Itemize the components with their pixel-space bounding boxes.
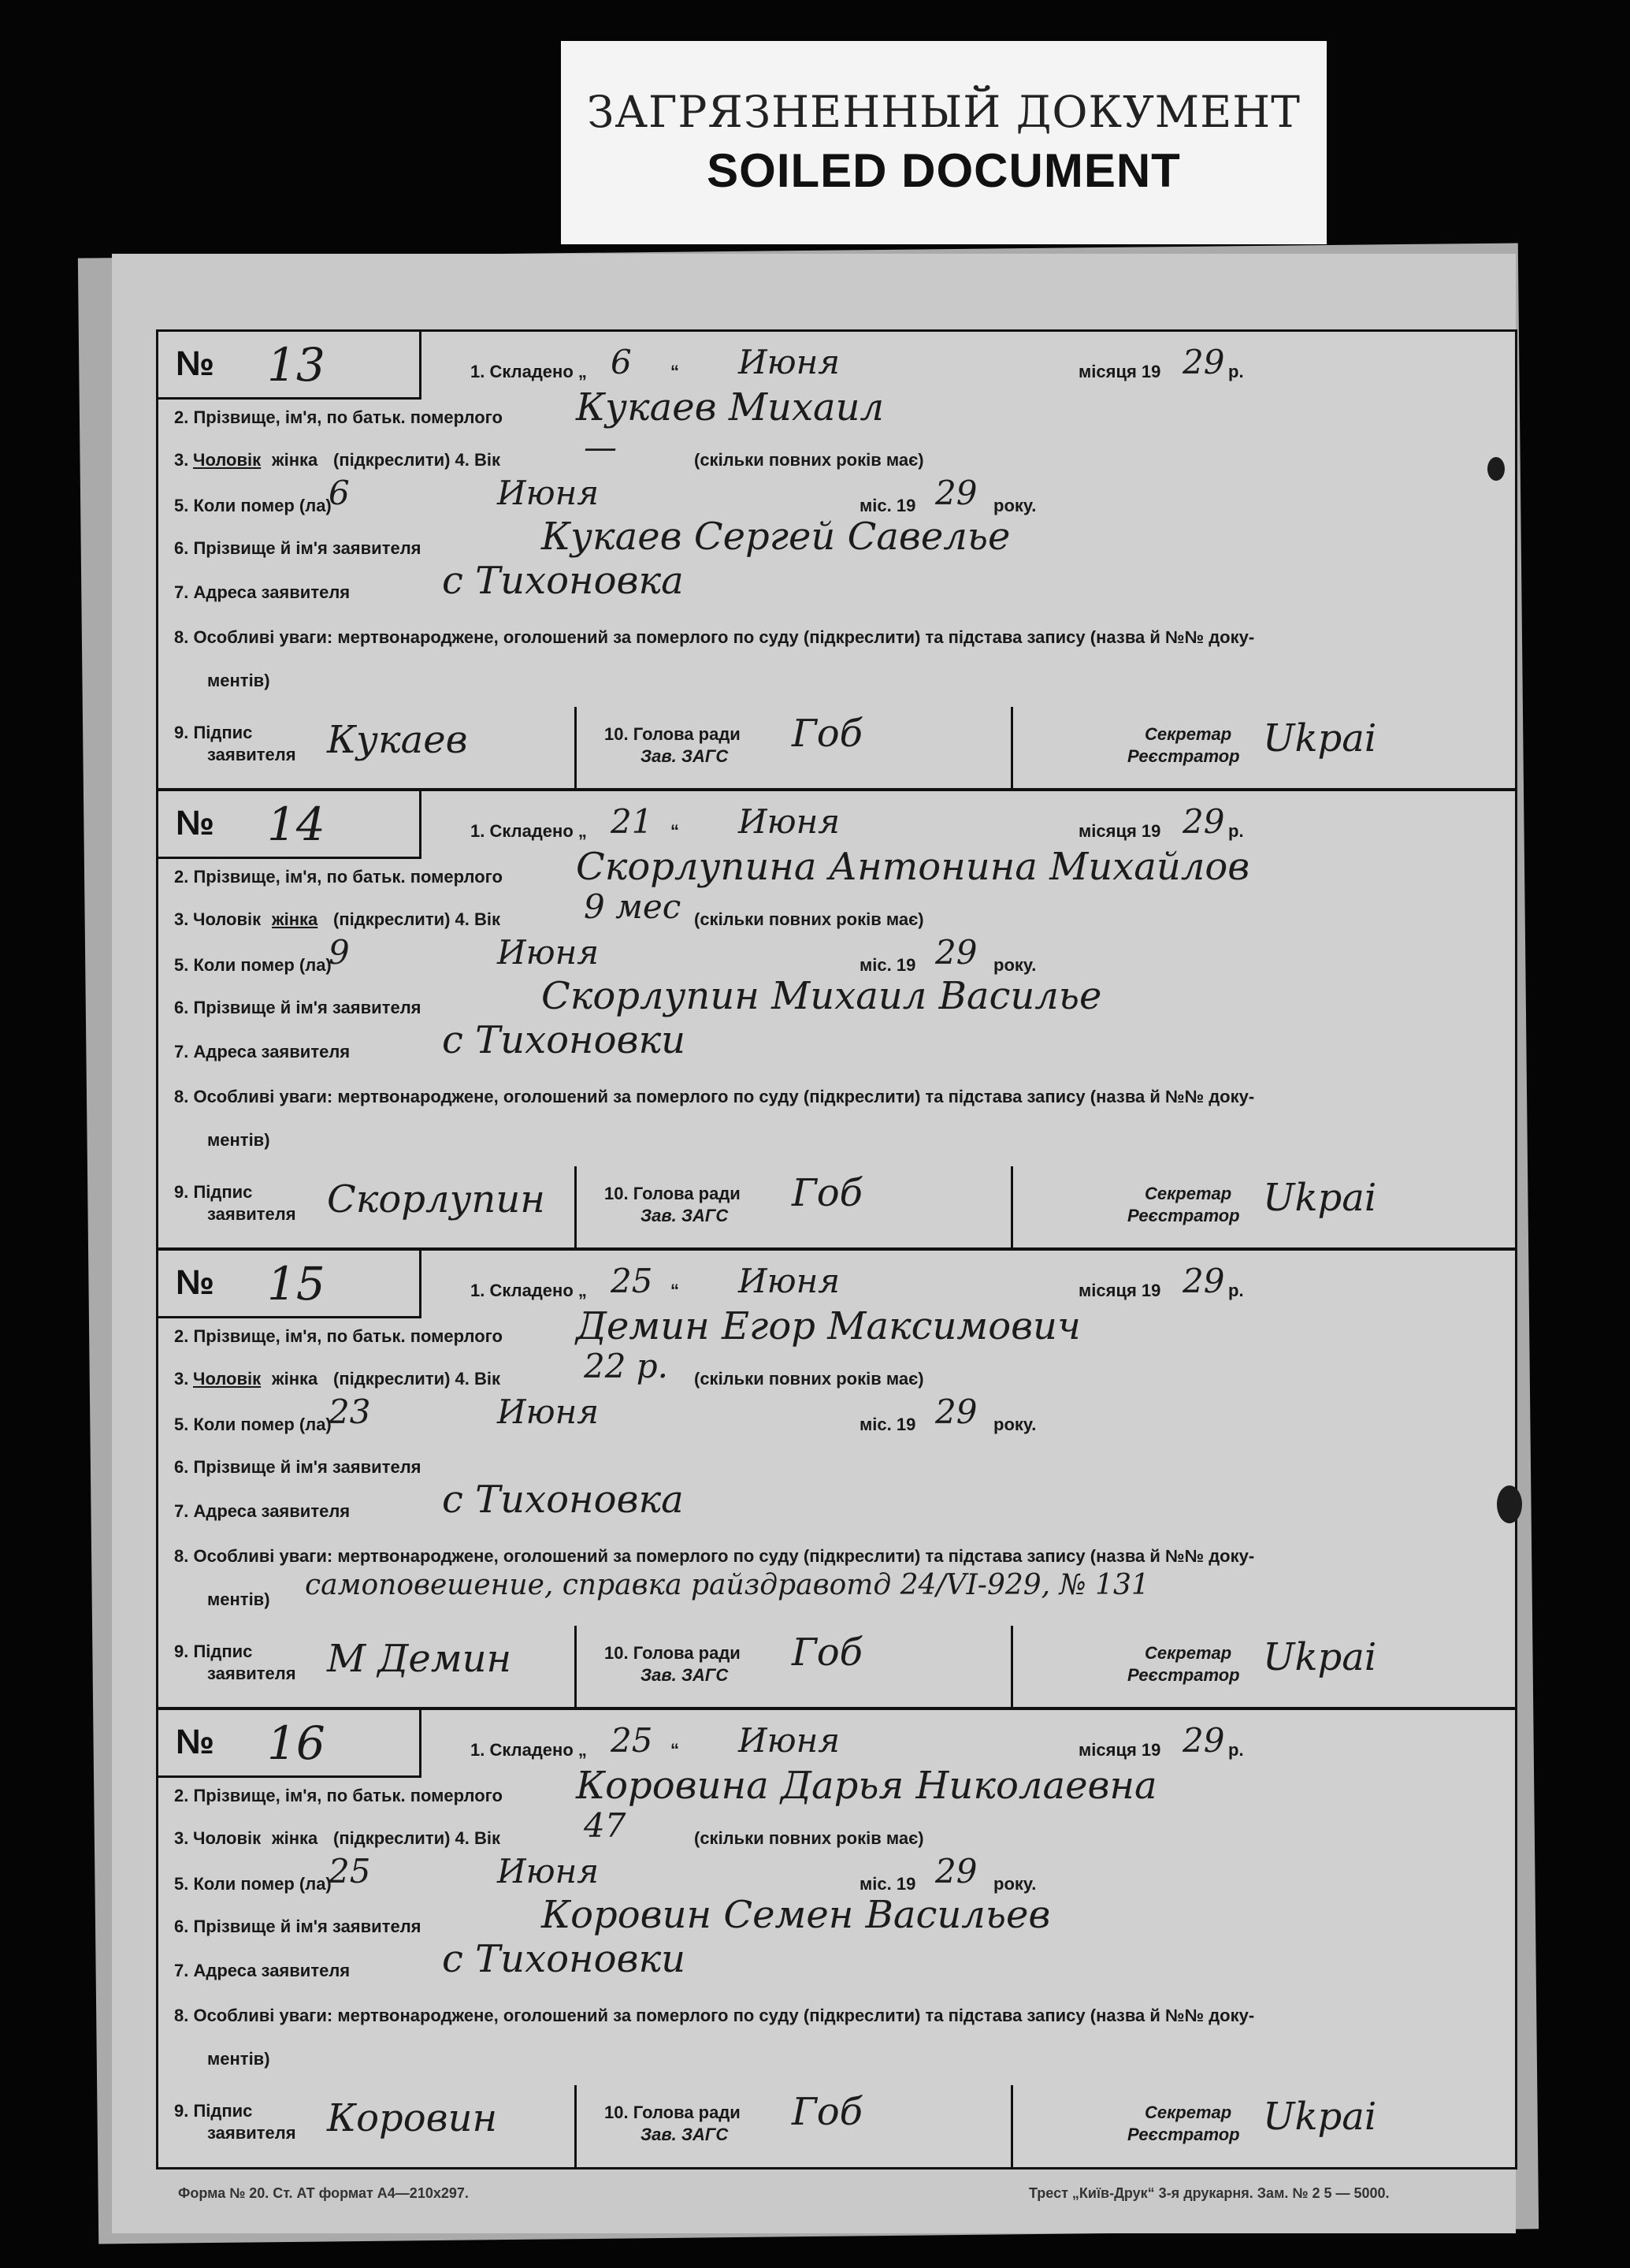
ink-stain	[1487, 457, 1505, 481]
death-month: Июня	[497, 933, 600, 972]
notes-cont-label: ментів)	[207, 2049, 270, 2069]
notes-label: 8. Особливі уваги: мертвонароджене, оголошений за померлого по суду (підкреслити) та підстава запису (назва й №№ доку-	[174, 1087, 1255, 1106]
age-value: 22 р.	[584, 1347, 669, 1385]
head-label-2: Зав. ЗАГС	[640, 746, 729, 766]
notes-label: 8. Особливі уваги: мертвонароджене, оголошений за померлого по суду (підкреслити) та підстава запису (назва й №№ доку-	[174, 2006, 1255, 2025]
number-sign: №	[176, 1723, 215, 1761]
death-month: Июня	[497, 1852, 600, 1891]
compiled-month: Июня	[738, 343, 841, 381]
mis-label: міс. 19	[860, 955, 916, 975]
notes-label: 8. Особливі уваги: мертвонароджене, оголошений за померлого по суду (підкреслити) та підстава запису (назва й №№ доку-	[174, 1546, 1255, 1566]
signature-label: 9. Підпис	[174, 723, 253, 742]
applicant-label: 6. Прізвище й ім'я заявителя	[174, 998, 421, 1017]
head-label: 10. Голова ради	[604, 2103, 741, 2122]
age-hint: (скільки повних років має)	[694, 450, 924, 470]
secretary-label-2: Реєстратор	[1127, 2125, 1240, 2144]
footer-printer-info: Трест „Київ-Друк“ 3-я друкарня. Зам. № 2 5 — 5000.	[1029, 2185, 1390, 2201]
applicant-address: с Тихоновки	[442, 1937, 686, 1981]
secretary-signature: Ukpai	[1263, 1176, 1377, 1220]
notes-cont-label: ментів)	[207, 671, 270, 690]
secretary-label: Секретар	[1145, 1643, 1232, 1663]
compiled-month: Июня	[738, 1262, 841, 1300]
deceased-name: Коровина Дарья Николаевна	[576, 1764, 1157, 1808]
r-label: р.	[1228, 362, 1244, 381]
deceased-name-label: 2. Прізвище, ім'я, по батьк. померлого	[174, 1326, 503, 1346]
notes-label: 8. Особливі уваги: мертвонароджене, оголошений за померлого по суду (підкреслити) та підстава запису (назва й №№ доку-	[174, 627, 1255, 647]
address-label: 7. Адреса заявителя	[174, 582, 351, 602]
record-number: 13	[267, 338, 325, 392]
head-signature: Гоб	[792, 1171, 863, 1215]
secretary-label: Секретар	[1145, 2103, 1232, 2122]
secretary-label-2: Реєстратор	[1127, 1665, 1240, 1685]
record-number-box	[158, 1251, 421, 1318]
applicant-name: Кукаев Сергей Савелье	[541, 515, 1011, 559]
sex-m: Чоловік	[193, 909, 262, 929]
compiled-label: 1. Складено „	[470, 821, 587, 841]
record-entry	[158, 332, 1515, 791]
sex-m: Чоловік	[193, 1828, 262, 1848]
applicant-name: Скорлупин Михаил Василье	[541, 974, 1102, 1018]
r-label: р.	[1228, 821, 1244, 841]
signature-divider	[574, 1626, 577, 1710]
applicant-name: Коровин Семен Васильев	[541, 1893, 1051, 1937]
death-month: Июня	[497, 474, 600, 512]
head-label-2: Зав. ЗАГС	[640, 1206, 729, 1225]
month-label: місяця 19	[1079, 362, 1161, 381]
label-line-ru: ЗАГРЯЗНЕННЫЙ ДОКУМЕНТ	[587, 87, 1301, 137]
compiled-day: 25	[611, 1262, 653, 1300]
death-year: 29	[935, 1852, 978, 1891]
applicant-address: с Тихоновки	[442, 1018, 686, 1062]
death-day: 23	[329, 1392, 371, 1431]
secretary-label-2: Реєстратор	[1127, 746, 1240, 766]
number-sign: №	[176, 1263, 215, 1302]
sex-f: жінка	[272, 450, 318, 470]
sex-m: Чоловік	[193, 450, 262, 470]
notes-handwritten: самоповешение, справка райздравотд 24/VI-929, № 131	[305, 1569, 1149, 1601]
ink-stain	[1497, 1485, 1522, 1523]
applicant-label: 6. Прізвище й ім'я заявителя	[174, 1917, 421, 1936]
year-label: року.	[993, 955, 1037, 975]
deceased-name: Кукаев Михаил	[576, 385, 885, 429]
sex-m: Чоловік	[193, 1369, 262, 1389]
sex-f: жінка	[272, 1828, 318, 1848]
applicant-address: с Тихоновка	[442, 559, 684, 603]
record-number: 15	[267, 1257, 325, 1311]
mis-label: міс. 19	[860, 1874, 916, 1894]
age-value: 9 мес	[584, 887, 681, 926]
notes-cont-label: ментів)	[207, 1589, 270, 1609]
compiled-label: 1. Складено „	[470, 1281, 587, 1300]
death-date-label: 5. Коли помер (ла)	[174, 496, 332, 515]
compiled-day: 21	[611, 802, 653, 841]
secretary-signature: Ukpai	[1263, 2095, 1377, 2139]
applicant-signature: Коровин	[327, 2096, 498, 2140]
sex-label-num: 3.	[174, 1828, 189, 1848]
notes-cont-label: ментів)	[207, 1130, 270, 1150]
deceased-name-label: 2. Прізвище, ім'я, по батьк. померлого	[174, 407, 503, 427]
compiled-year: 29	[1183, 343, 1225, 381]
signature-divider	[1011, 707, 1013, 791]
signature-divider	[1011, 1166, 1013, 1251]
death-date-label: 5. Коли помер (ла)	[174, 955, 332, 975]
sex-f: жінка	[272, 909, 318, 929]
death-date-label: 5. Коли помер (ла)	[174, 1415, 332, 1434]
signature-label-2: заявителя	[207, 2123, 296, 2143]
death-year: 29	[935, 933, 978, 972]
compiled-day: 6	[611, 343, 632, 381]
record-number-box	[158, 332, 421, 400]
signature-label: 9. Підпис	[174, 1642, 253, 1661]
head-signature: Гоб	[792, 1630, 863, 1675]
record-entry	[158, 791, 1515, 1251]
age-value: 47	[584, 1806, 626, 1845]
sex-rest-label: (підкреслити) 4. Вік	[333, 450, 501, 470]
compiled-label: 1. Складено „	[470, 362, 587, 381]
r-label: р.	[1228, 1281, 1244, 1300]
deceased-name-label: 2. Прізвище, ім'я, по батьк. померлого	[174, 867, 503, 887]
compiled-month: Июня	[738, 1721, 841, 1760]
signature-label-2: заявителя	[207, 1204, 296, 1224]
head-label: 10. Голова ради	[604, 1184, 741, 1203]
signature-label-2: заявителя	[207, 745, 296, 764]
quote-close: “	[670, 1740, 679, 1760]
record-number: 14	[267, 798, 325, 851]
death-month: Июня	[497, 1392, 600, 1431]
head-label-2: Зав. ЗАГС	[640, 1665, 729, 1685]
secretary-label-2: Реєстратор	[1127, 1206, 1240, 1225]
death-day: 9	[329, 933, 350, 972]
sex-f: жінка	[272, 1369, 318, 1389]
record-number-box	[158, 1710, 421, 1778]
age-hint: (скільки повних років має)	[694, 909, 924, 929]
signature-divider	[574, 707, 577, 791]
deceased-name: Демин Егор Максимович	[576, 1304, 1081, 1348]
mis-label: міс. 19	[860, 1415, 916, 1434]
signature-divider	[1011, 1626, 1013, 1710]
record-entry	[158, 1710, 1515, 2169]
month-label: місяця 19	[1079, 1740, 1161, 1760]
signature-label-2: заявителя	[207, 1664, 296, 1683]
compiled-month: Июня	[738, 802, 841, 841]
month-label: місяця 19	[1079, 1281, 1161, 1300]
death-year: 29	[935, 1392, 978, 1431]
head-label-2: Зав. ЗАГС	[640, 2125, 729, 2144]
sex-rest-label: (підкреслити) 4. Вік	[333, 909, 501, 929]
address-label: 7. Адреса заявителя	[174, 1042, 351, 1061]
compiled-year: 29	[1183, 1721, 1225, 1760]
address-label: 7. Адреса заявителя	[174, 1961, 351, 1980]
death-year: 29	[935, 474, 978, 512]
sex-label-num: 3.	[174, 1369, 189, 1389]
age-value: —	[584, 428, 617, 467]
r-label: р.	[1228, 1740, 1244, 1760]
year-label: року.	[993, 496, 1037, 515]
number-sign: №	[176, 804, 215, 842]
record-number-box	[158, 791, 421, 859]
head-label: 10. Голова ради	[604, 724, 741, 744]
soiled-document-label	[561, 41, 1327, 244]
compiled-day: 25	[611, 1721, 653, 1760]
age-hint: (скільки повних років має)	[694, 1369, 924, 1389]
compiled-label: 1. Складено „	[470, 1740, 587, 1760]
label-line-en: SOILED DOCUMENT	[707, 144, 1181, 197]
sex-rest-label: (підкреслити) 4. Вік	[333, 1828, 501, 1848]
record-number: 16	[267, 1716, 325, 1770]
death-day: 6	[329, 474, 350, 512]
head-signature: Гоб	[792, 2090, 863, 2134]
applicant-signature: Кукаев	[327, 718, 468, 762]
signature-label: 9. Підпис	[174, 2101, 253, 2121]
number-sign: №	[176, 344, 215, 383]
age-hint: (скільки повних років має)	[694, 1828, 924, 1848]
signature-label: 9. Підпис	[174, 1182, 253, 1202]
head-signature: Гоб	[792, 712, 863, 756]
compiled-year: 29	[1183, 1262, 1225, 1300]
applicant-label: 6. Прізвище й ім'я заявителя	[174, 1457, 421, 1477]
secretary-label: Секретар	[1145, 724, 1232, 744]
applicant-address: с Тихоновка	[442, 1478, 684, 1522]
month-label: місяця 19	[1079, 821, 1161, 841]
compiled-year: 29	[1183, 802, 1225, 841]
sex-rest-label: (підкреслити) 4. Вік	[333, 1369, 501, 1389]
sex-label-num: 3.	[174, 909, 189, 929]
applicant-signature: Скорлупин	[327, 1177, 545, 1221]
secretary-signature: Ukpai	[1263, 1635, 1377, 1679]
address-label: 7. Адреса заявителя	[174, 1501, 351, 1521]
applicant-signature: М Демин	[327, 1637, 512, 1681]
quote-close: “	[670, 1281, 679, 1300]
record-entry	[158, 1251, 1515, 1710]
head-label: 10. Голова ради	[604, 1643, 741, 1663]
quote-close: “	[670, 362, 679, 381]
deceased-name-label: 2. Прізвище, ім'я, по батьк. померлого	[174, 1786, 503, 1805]
death-day: 25	[329, 1852, 371, 1891]
death-register-form	[156, 329, 1517, 2169]
signature-divider	[574, 2085, 577, 2169]
mis-label: міс. 19	[860, 496, 916, 515]
secretary-signature: Ukpai	[1263, 716, 1377, 760]
death-date-label: 5. Коли помер (ла)	[174, 1874, 332, 1894]
footer-form-info: Форма № 20. Ст. АТ формат А4—210х297.	[178, 2185, 469, 2201]
secretary-label: Секретар	[1145, 1184, 1232, 1203]
quote-close: “	[670, 821, 679, 841]
signature-divider	[1011, 2085, 1013, 2169]
sex-label-num: 3.	[174, 450, 189, 470]
year-label: року.	[993, 1874, 1037, 1894]
deceased-name: Скорлупина Антонина Михайлов	[576, 845, 1250, 889]
applicant-label: 6. Прізвище й ім'я заявителя	[174, 538, 421, 558]
year-label: року.	[993, 1415, 1037, 1434]
signature-divider	[574, 1166, 577, 1251]
